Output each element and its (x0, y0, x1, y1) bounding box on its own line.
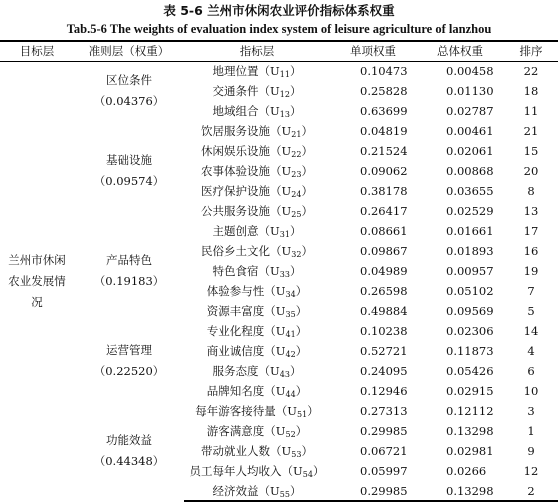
indicator-subscript: 52 (285, 430, 296, 439)
rank-cell: 12 (523, 464, 539, 478)
total-weight-cell: 0.01130 (446, 84, 494, 98)
single-weight-cell: 0.52721 (360, 344, 408, 358)
indicator-close-paren: ） (289, 64, 302, 79)
header-total-weight: 总体权重 (416, 41, 504, 61)
indicator-cell (184, 421, 330, 441)
indicator-label: 体验参与性（U (206, 284, 286, 298)
total-weight-cell: 0.02915 (446, 384, 494, 398)
single-weight-cell: 0.49884 (360, 304, 408, 318)
indicator-cell (184, 121, 330, 141)
single-weight-cell: 0.26598 (360, 284, 408, 298)
indicator-subscript: 41 (285, 330, 296, 339)
indicator-cell (184, 181, 330, 201)
indicator-subscript: 25 (291, 210, 302, 219)
criteria-weight: （0.04376） (93, 94, 165, 109)
header-single-weight: 单项权重 (330, 41, 416, 61)
single-weight-cell: 0.24095 (360, 364, 408, 378)
rank-cell: 19 (523, 264, 539, 278)
indicator-label: 游客满意度（U (206, 424, 286, 438)
indicator-label: 休闲娱乐设施（U (201, 144, 292, 158)
total-weight-cell: 0.00957 (446, 264, 494, 278)
criteria-name: 功能效益 (106, 433, 152, 447)
single-weight-cell: 0.25828 (360, 84, 408, 98)
header-criteria: 准则层（权重） (74, 41, 184, 61)
rank-cell: 18 (523, 84, 539, 98)
rank-cell: 22 (523, 64, 539, 79)
indicator-subscript: 44 (285, 390, 296, 399)
total-weight-cell: 0.03655 (446, 184, 494, 198)
indicator-label: 专业化程度（U (206, 324, 286, 338)
total-weight-cell: 0.13298 (416, 481, 504, 501)
rank-cell: 20 (523, 164, 539, 178)
criteria-cell (74, 121, 184, 221)
rank-cell: 21 (523, 124, 539, 138)
single-weight-cell: 0.06721 (360, 444, 408, 458)
single-weight-cell: 0.27313 (360, 404, 408, 418)
indicator-close-paren: ） (301, 244, 313, 258)
total-weight-cell: 0.02061 (446, 144, 494, 158)
indicator-subscript: 35 (285, 310, 296, 319)
single-weight-cell: 0.09867 (360, 244, 408, 258)
single-weight-cell: 0.09062 (360, 164, 408, 178)
indicator-close-paren: ） (307, 404, 319, 418)
header-rank: 排序 (504, 41, 558, 61)
indicator-label: 员工每年人均收入（U (189, 464, 303, 478)
indicator-subscript: 32 (291, 250, 302, 259)
single-weight-cell: 0.12946 (360, 384, 408, 398)
indicator-label: 特色食宿（U (212, 264, 280, 278)
single-weight-cell: 0.08661 (360, 224, 408, 238)
indicator-cell (184, 481, 330, 501)
indicator-close-paren: ） (295, 284, 308, 298)
indicator-label: 每年游客接待量（U (195, 404, 297, 418)
criteria-name: 产品特色 (106, 253, 152, 267)
total-weight-cell: 0.02981 (446, 444, 494, 458)
indicator-subscript: 12 (279, 90, 290, 99)
indicator-label: 公共服务设施（U (201, 204, 292, 218)
goal-cell: 兰州市休闲农业发展情况 (8, 252, 66, 309)
indicator-subscript: 43 (279, 370, 290, 379)
indicator-cell (184, 61, 330, 81)
indicator-subscript: 21 (291, 130, 302, 139)
indicator-close-paren: ） (301, 144, 313, 158)
indicator-cell (184, 261, 330, 281)
single-weight-cell: 0.04819 (360, 124, 408, 138)
rank-cell: 16 (523, 244, 539, 258)
criteria-cell (74, 401, 184, 501)
table-row (0, 321, 558, 341)
indicator-cell (184, 281, 330, 301)
rank-cell: 17 (523, 224, 539, 238)
total-weight-cell: 0.01893 (446, 244, 494, 258)
indicator-subscript: 33 (279, 270, 290, 279)
rank-cell: 15 (523, 144, 539, 158)
indicator-cell (184, 81, 330, 101)
indicator-cell (184, 221, 330, 241)
table-body (0, 61, 558, 501)
indicator-subscript: 31 (279, 230, 290, 239)
total-weight-cell: 0.11873 (446, 344, 494, 358)
indicator-label: 主题创意（U (212, 224, 280, 238)
indicator-cell (184, 321, 330, 341)
indicator-subscript: 42 (285, 350, 296, 359)
table-title-chinese: 表 5-6 兰州市休闲农业评价指标体系权重 (163, 3, 395, 18)
indicator-label: 品牌知名度（U (206, 384, 286, 398)
single-weight-cell: 0.29985 (330, 481, 416, 501)
indicator-cell (184, 441, 330, 461)
total-weight-cell: 0.05102 (446, 284, 494, 298)
rank-cell: 2 (504, 481, 558, 501)
table-row (0, 221, 558, 241)
total-weight-cell: 0.0266 (446, 464, 487, 478)
indicator-close-paren: ） (301, 204, 313, 218)
indicator-close-paren: ） (301, 184, 313, 198)
indicator-subscript: 34 (285, 290, 296, 299)
indicator-close-paren: ） (289, 364, 302, 378)
rank-cell: 10 (523, 384, 539, 398)
criteria-name: 运营管理 (106, 343, 152, 357)
indicator-label: 服务态度（U (212, 364, 280, 378)
indicator-close-paren: ） (295, 304, 308, 318)
indicator-close-paren: ） (312, 464, 325, 478)
rank-cell: 3 (527, 404, 535, 418)
criteria-cell (74, 221, 184, 321)
indicator-close-paren: ） (289, 264, 302, 278)
indicator-cell (184, 461, 330, 481)
criteria-name: 区位条件 (106, 73, 152, 88)
rank-cell: 9 (527, 444, 535, 458)
indicator-subscript: 11 (279, 70, 290, 80)
total-weight-cell: 0.02306 (446, 324, 494, 338)
criteria-cell (74, 321, 184, 401)
indicator-close-paren: ） (289, 224, 302, 238)
indicator-cell (184, 161, 330, 181)
total-weight-cell: 0.00868 (446, 164, 494, 178)
indicator-close-paren: ） (295, 424, 308, 438)
indicator-close-paren: ） (295, 384, 308, 398)
indicator-cell (184, 381, 330, 401)
indicator-close-paren: ） (301, 164, 313, 178)
indicator-cell (184, 241, 330, 261)
indicator-close-paren: ） (295, 324, 308, 338)
weights-table (0, 40, 558, 502)
total-weight-cell: 0.12112 (446, 404, 494, 418)
indicator-cell (184, 141, 330, 161)
indicator-subscript: 53 (291, 450, 302, 459)
indicator-subscript: 13 (279, 110, 290, 119)
single-weight-cell: 0.29985 (360, 424, 408, 438)
total-weight-cell: 0.00461 (446, 124, 494, 138)
single-weight-cell: 0.26417 (360, 204, 408, 218)
indicator-label: 农事体验设施（U (201, 164, 292, 178)
header-goal: 目标层 (0, 41, 74, 61)
criteria-weight: （0.44348） (93, 454, 165, 468)
indicator-label: 经济效益（U (212, 483, 280, 498)
single-weight-cell: 0.10238 (360, 324, 408, 338)
indicator-close-paren: ） (289, 104, 302, 118)
single-weight-cell: 0.05997 (360, 464, 408, 478)
table-row (0, 401, 558, 421)
indicator-cell (184, 341, 330, 361)
total-weight-cell: 0.05426 (446, 364, 494, 378)
indicator-cell (184, 301, 330, 321)
rank-cell: 8 (527, 184, 535, 198)
indicator-close-paren: ） (295, 344, 308, 358)
indicator-label: 民俗乡土文化（U (201, 244, 292, 258)
indicator-close-paren: ） (289, 483, 302, 498)
rank-cell: 6 (527, 364, 535, 378)
table-row (0, 121, 558, 141)
indicator-label: 带动就业人数（U (201, 444, 292, 458)
rank-cell: 5 (527, 304, 535, 318)
indicator-label: 地域组合（U (212, 104, 280, 118)
indicator-label: 资源丰富度（U (206, 304, 286, 318)
indicator-close-paren: ） (301, 124, 313, 138)
total-weight-cell: 0.02787 (446, 104, 494, 118)
single-weight-cell: 0.21524 (360, 144, 408, 158)
indicator-subscript: 54 (302, 470, 313, 479)
single-weight-cell: 0.63699 (360, 104, 408, 118)
total-weight-cell: 0.00458 (446, 64, 494, 79)
indicator-label: 商业诚信度（U (206, 344, 286, 358)
criteria-name: 基础设施 (106, 153, 152, 167)
total-weight-cell: 0.02529 (446, 204, 494, 218)
rank-cell: 13 (523, 204, 539, 218)
total-weight-cell: 0.01661 (446, 224, 494, 238)
indicator-subscript: 55 (279, 489, 290, 499)
indicator-close-paren: ） (301, 444, 313, 458)
indicator-subscript: 24 (291, 190, 302, 199)
indicator-cell (184, 361, 330, 381)
total-weight-cell: 0.13298 (446, 424, 494, 438)
criteria-weight: （0.19183） (93, 274, 165, 288)
indicator-cell (184, 201, 330, 221)
indicator-subscript: 51 (297, 410, 308, 419)
table-row (0, 61, 558, 81)
indicator-subscript: 23 (291, 170, 302, 179)
single-weight-cell: 0.10473 (360, 64, 408, 79)
rank-cell: 7 (527, 284, 535, 298)
indicator-cell (184, 401, 330, 421)
criteria-cell (74, 61, 184, 121)
indicator-cell (184, 101, 330, 121)
total-weight-cell: 0.09569 (446, 304, 494, 318)
criteria-weight: （0.09574） (93, 174, 165, 188)
rank-cell: 14 (523, 324, 539, 338)
criteria-weight: （0.22520） (93, 364, 165, 378)
indicator-close-paren: ） (289, 84, 302, 98)
indicator-label: 医疗保护设施（U (201, 184, 292, 198)
indicator-label: 饮居服务设施（U (201, 124, 292, 138)
indicator-subscript: 22 (291, 150, 302, 159)
table-header-row (0, 41, 558, 61)
header-indicator: 指标层 (184, 41, 330, 61)
rank-cell: 1 (527, 424, 535, 438)
single-weight-cell: 0.38178 (360, 184, 408, 198)
indicator-label: 地理位置（U (212, 64, 280, 79)
rank-cell: 4 (527, 344, 535, 358)
table-title-english: Tab.5-6 The weights of evaluation index system of leisure agriculture of lanzhou (66, 22, 492, 36)
indicator-label: 交通条件（U (212, 84, 280, 98)
single-weight-cell: 0.04989 (360, 264, 408, 278)
rank-cell: 11 (523, 104, 539, 118)
